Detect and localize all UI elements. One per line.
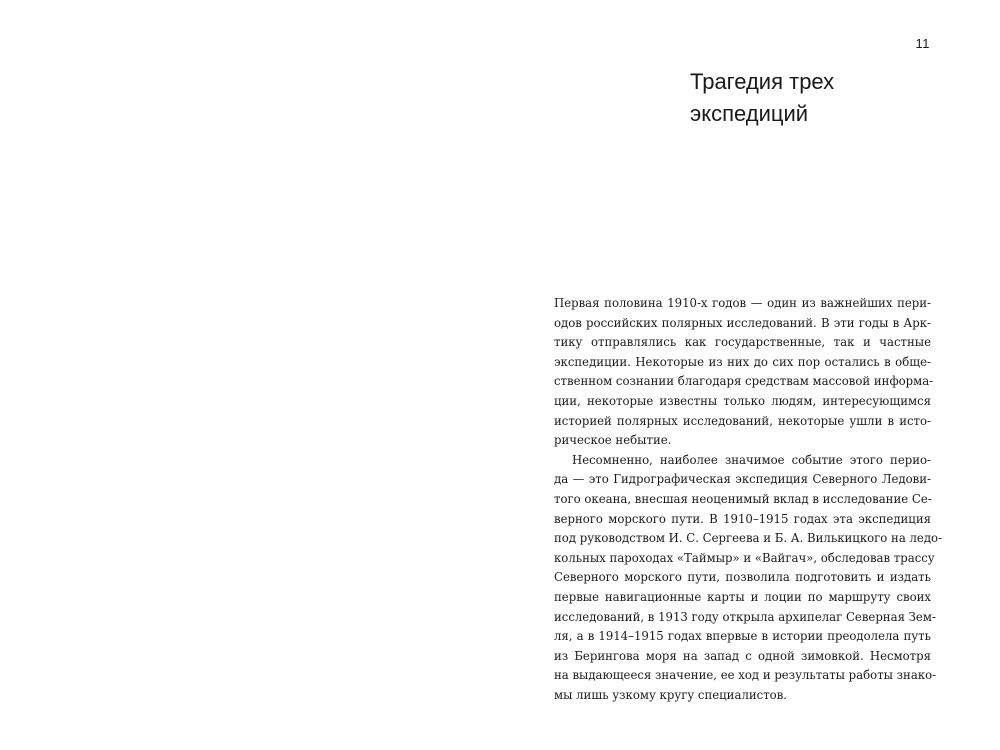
chapter-title xyxy=(690,66,940,130)
text-line: экспедиции. Некоторые из них до сих пор остались в обще- xyxy=(554,354,931,369)
text-line: первые навигационные карты и лоции по маршруту своих xyxy=(554,589,931,604)
body-text xyxy=(554,294,943,705)
text-line: верного морского пути. В 1910–1915 годах эта экспедиция xyxy=(554,511,931,526)
page-number: 11 xyxy=(915,36,930,51)
text-line: на выдающееся значение, ее ход и результаты работы знако- xyxy=(554,668,937,683)
text-line: рическое небытие. xyxy=(554,433,672,448)
text-line: из Берингова моря на запад с одной зимовкой. Несмотря xyxy=(554,648,931,663)
text-line: ля, а в 1914–1915 годах впервые в истории преодолела путь xyxy=(554,629,931,644)
chapter-title-line-2: экспедиций xyxy=(690,101,809,126)
paragraph-1 xyxy=(554,294,934,451)
text-line: исследований, в 1913 году открыла архипелаг Северная Зем- xyxy=(554,609,936,624)
text-line: Первая половина 1910-х годов — один из важнейших пери- xyxy=(554,296,931,310)
text-line: ции, некоторые известны только людям, интересующимся xyxy=(554,393,931,408)
text-line: Несомненно, наиболее значимое событие этого перио- xyxy=(572,452,931,467)
text-line: мы лишь узкому кругу специалистов. xyxy=(554,687,788,702)
paragraph-2 xyxy=(554,451,943,706)
text-line: под руководством И. С. Сергеева и Б. А. Вилькицкого на ледо- xyxy=(554,531,943,546)
text-line: тику отправлялись как государственные, так и частные xyxy=(554,335,931,350)
text-line: Северного морского пути, позволила подготовить и издать xyxy=(554,570,931,585)
text-line: ственном сознании благодаря средствам массовой информа- xyxy=(554,374,934,389)
text-line: того океана, внесшая неоценимый вклад в исследование Се- xyxy=(554,491,932,506)
text-line: да — это Гидрографическая экспедиция Северного Ледови- xyxy=(554,472,931,487)
text-line: историей полярных исследований, некоторые ушли в исто- xyxy=(554,413,931,428)
chapter-title-line-1: Трагедия трех xyxy=(690,69,835,94)
text-line: кольных пароходах «Таймыр» и «Вайгач», обследовав трассу xyxy=(554,550,935,565)
text-line: одов российских полярных исследований. В эти годы в Арк- xyxy=(554,315,931,330)
